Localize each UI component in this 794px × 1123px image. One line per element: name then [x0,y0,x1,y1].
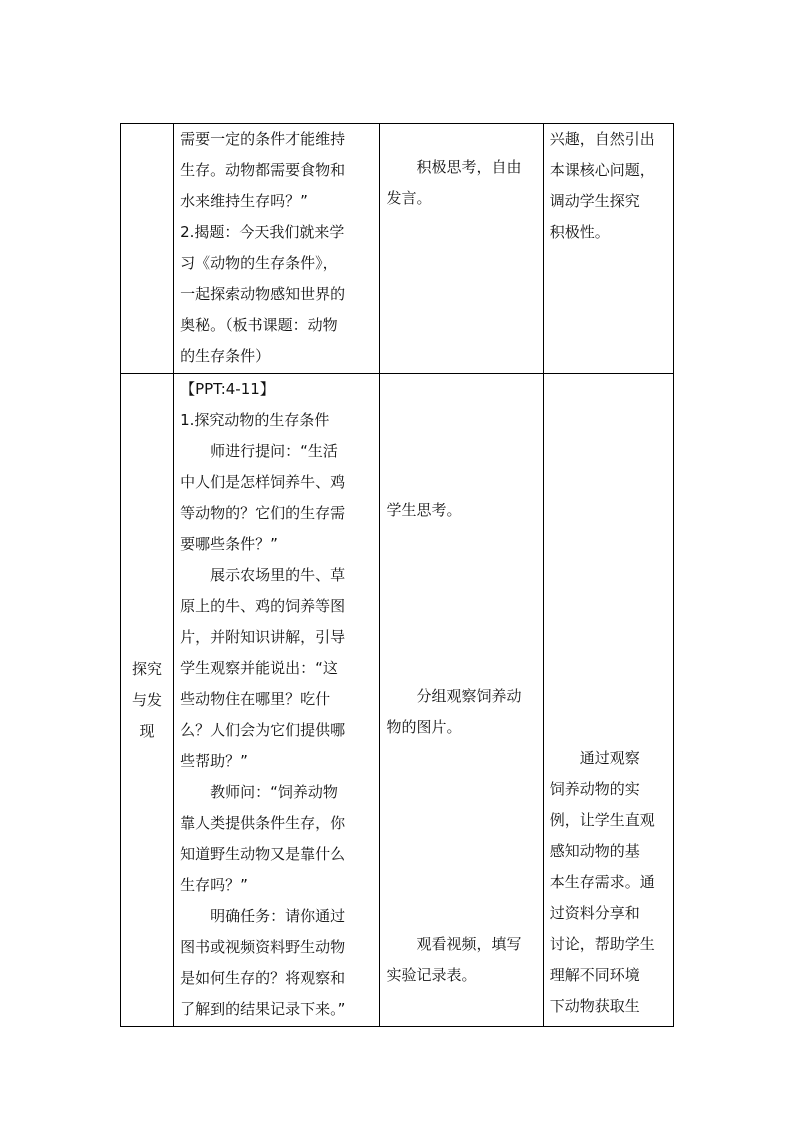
teacher-line: 要哪些条件？” [180,535,278,553]
teacher-line: 靠人类提供条件生存，你 [180,814,346,832]
intent-line: 本课核心问题， [549,161,655,179]
teacher-line: 教师问：“饲养动物 [210,783,338,801]
intent-line: 例，让学生直观 [549,811,655,829]
teacher-line: 些动物住在哪里？吃什 [180,690,331,708]
stage-label-line: 探究 [132,659,163,678]
intent-line: 感知动物的基 [549,842,640,860]
teacher-line: 片，并附知识讲解，引导 [180,628,346,646]
teacher-line: 需要一定的条件才能维持 [180,130,346,148]
student-line: 观看视频，填写 [416,935,522,953]
intent-line: 通过观察 [579,749,640,767]
stage-cell-empty [121,124,174,374]
teacher-line: 展示农场里的牛、草 [210,566,346,584]
lesson-plan-table [120,123,674,1027]
teacher-line: 的生存条件） [180,347,271,365]
teacher-line: 等动物的？它们的生存需 [180,504,346,522]
stage-label-line: 现 [139,721,155,740]
teacher-line: 一起探索动物感知世界的 [180,285,346,303]
student-line: 发言。 [386,189,432,207]
intent-line: 积极性。 [549,223,610,241]
teacher-line: 奥秘。（板书课题：动物 [180,316,338,334]
teacher-line: 习《动物的生存条件》， [180,254,338,272]
teacher-line: 学生观察并能说出：“这 [180,659,338,677]
teacher-line: 了解到的结果记录下来。” [180,1000,346,1018]
stage-cell [121,374,174,1027]
student-line: 学生思考。 [386,501,462,519]
intent-line: 讨论，帮助学生 [549,935,655,953]
teacher-line: 【PPT:4-11】 [180,380,275,398]
intent-line: 兴趣，自然引出 [549,130,655,148]
design-intent-cell [543,374,673,1027]
teacher-line: 明确任务：请你通过 [210,907,346,925]
stage-label-line: 与发 [132,690,163,709]
teacher-activity-cell [174,124,380,374]
student-line: 积极思考，自由 [416,158,522,176]
intent-line: 理解不同环境 [549,966,640,984]
teacher-line: 知道野生动物又是靠什么 [180,845,346,863]
design-intent-cell [543,124,673,374]
student-line: 分组观察饲养动 [416,687,522,705]
teacher-line: 原上的牛、鸡的饲养等图 [180,597,346,615]
teacher-activity-cell [174,374,380,1027]
teacher-line: 师进行提问：“生活 [210,442,338,460]
intent-line: 下动物获取生 [549,997,640,1015]
teacher-line: 2.揭题：今天我们就来学 [180,223,345,241]
intent-line: 饲养动物的实 [549,780,640,798]
table-row-explore [121,374,674,1027]
student-activity-cell [380,124,543,374]
student-line: 实验记录表。 [386,966,477,984]
teacher-line: 生存吗？” [180,876,248,894]
teacher-line: 生存。动物都需要食物和 [180,161,346,179]
table-row-intro [121,124,674,374]
teacher-line: 些帮助？” [180,752,248,770]
teacher-line: 是如何生存的？将观察和 [180,969,346,987]
intent-line: 过资料分享和 [549,904,640,922]
teacher-line: 图书或视频资料野生动物 [180,938,346,956]
intent-line: 本生存需求。通 [549,873,655,891]
teacher-line: 水来维持生存吗？” [180,192,308,210]
student-activity-cell [380,374,543,1027]
teacher-line: 中人们是怎样饲养牛、鸡 [180,473,346,491]
student-line: 物的图片。 [386,718,462,736]
teacher-line: 1.探究动物的生存条件 [180,411,330,429]
teacher-line: 么？人们会为它们提供哪 [180,721,346,739]
intent-line: 调动学生探究 [549,192,640,210]
